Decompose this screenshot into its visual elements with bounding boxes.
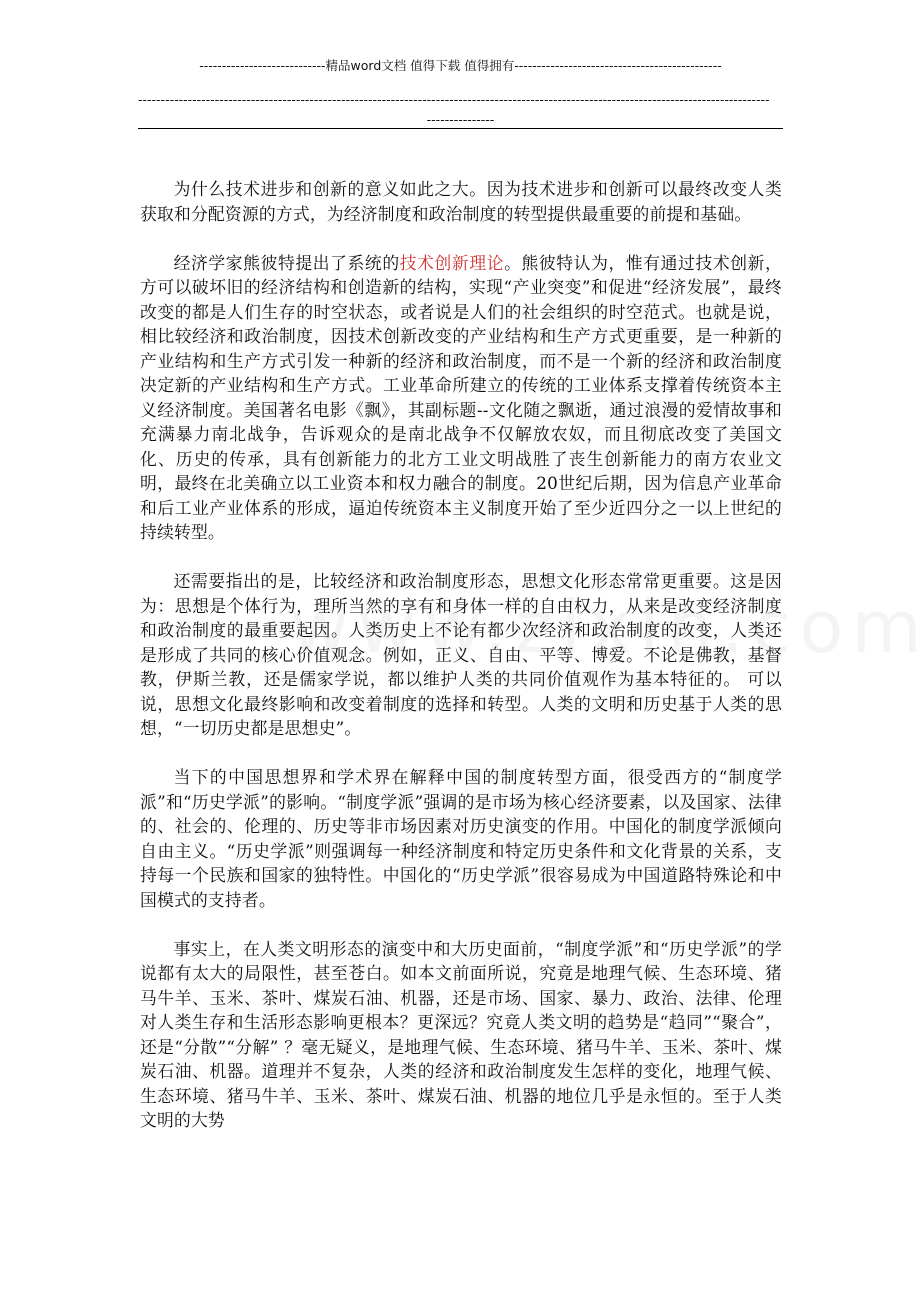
paragraph-5: 事实上，在人类文明形态的演变中和大历史面前，“制度学派”和“历史学派”的学说都有太大的局限性，甚至苍白。如本文前面所说，究竟是地理气候、生态环境、猪马牛羊、玉米、茶叶、煤炭石油、机器，还是市场、国家、暴力、政治、法律、伦理对人类生存和生活形态影响更根本？更深远？究竟人类文明的趋势是“趋同”“聚合”，还是“分散”“分解” ？毫无疑义，是地理气候、生态环境、猪马牛羊、玉米、茶叶、煤炭石油、机器。道理并不复杂，人类的经济和政治制度发生怎样的变化，地理气候、生态环境、猪马牛羊、玉米、茶叶、煤炭石油、机器的地位几乎是永恒的。至于人类文明的大势 (140, 938, 782, 1130)
paragraph-1: 为什么技术进步和创新的意义如此之大。因为技术进步和创新可以最终改变人类获取和分配资源的方式，为经济制度和政治制度的转型提供最重要的前提和基础。 (140, 179, 782, 224)
header-dash-tail: --------------- (426, 112, 495, 127)
document-body (140, 177, 782, 1157)
paragraph-4: 当下的中国思想界和学术界在解释中国的制度转型方面，很受西方的“制度学派”和“历史学派”的影响。“制度学派”强调的是市场为核心经济要素，以及国家、法律的、社会的、伦理的、历史等非市场因素对历史演变的作用。中国化的制度学派倾向自由主义。“历史学派”则强调每一种经济制度和特定历史条件和文化背景的关系，支持每一个民族和国家的独特性。中国化的“历史学派”很容易成为中国道路特殊论和中国模式的支持者。 (140, 767, 782, 910)
paragraph-2-start: 经济学家熊彼特提出了系统的 (173, 252, 400, 273)
header-banner: ----------------------------精品word文档 值得下载 值得拥有---------------------------------------------- (199, 58, 722, 73)
header-rule (138, 128, 783, 129)
technology-innovation-theory-link[interactable]: 技术创新理论 (399, 252, 505, 273)
paragraph-3: 还需要指出的是，比较经济和政治制度形态，思想文化形态常常更重要。这是因为：思想是个体行为，理所当然的享有和身体一样的自由权力，从来是改变经济制度和政治制度的最重要起因。人类历史上不论有都少次经济和政治制度的改变，人类还是形成了共同的核心价值观念。例如，正义、自由、平等、博爱。不论是佛教，基督教，伊斯兰教，还是儒家学说，都以维护人类的共同价值观作为基本特征的。 可以说，思想文化最终影响和改变着制度的选择和转型。人类的文明和历史基于人类的思想，“一切历史都是思想史”。 (140, 571, 782, 738)
paragraph-2-rest: 。熊彼特认为，惟有通过技术创新，方可以破坏旧的经济结构和创造新的结构，实现“产业突变”和促进“经济发展”，最终改变的都是人们生存的时空状态，或者说是人们的社会组织的时空范式。也就是说，相比较经济和政治制度，因技术创新改变的产业结构和生产方式更重要，是一种新的产业结构和生产方式引发一种新的经济和政治制度，而不是一个新的经济和政治制度决定新的产业结构和生产方式。工业革命所建立的传统的工业体系支撑着传统资本主义经济制度。美国著名电影《飘》，其副标题--文化随之飘逝，通过浪漫的爱情故事和充满暴力南北战争，告诉观众的是南北战争不仅解放农奴，而且彻底改变了美国文化、历史的传承，具有创新能力的北方工业文明战胜了丧生创新能力的南方农业文明，最终在北美确立以工业资本和权力融合的制度。20世纪后期，因为信息产业革命和后工业产业体系的形成，逼迫传统资本主义制度开始了至少近四分之一以上世纪的持续转型。 (140, 252, 783, 542)
paragraph-2 (140, 251, 782, 545)
header-dash-line: -------------------------------------------------------------------------------------------------------------------------------------------- (138, 92, 770, 107)
page-header (138, 56, 783, 130)
